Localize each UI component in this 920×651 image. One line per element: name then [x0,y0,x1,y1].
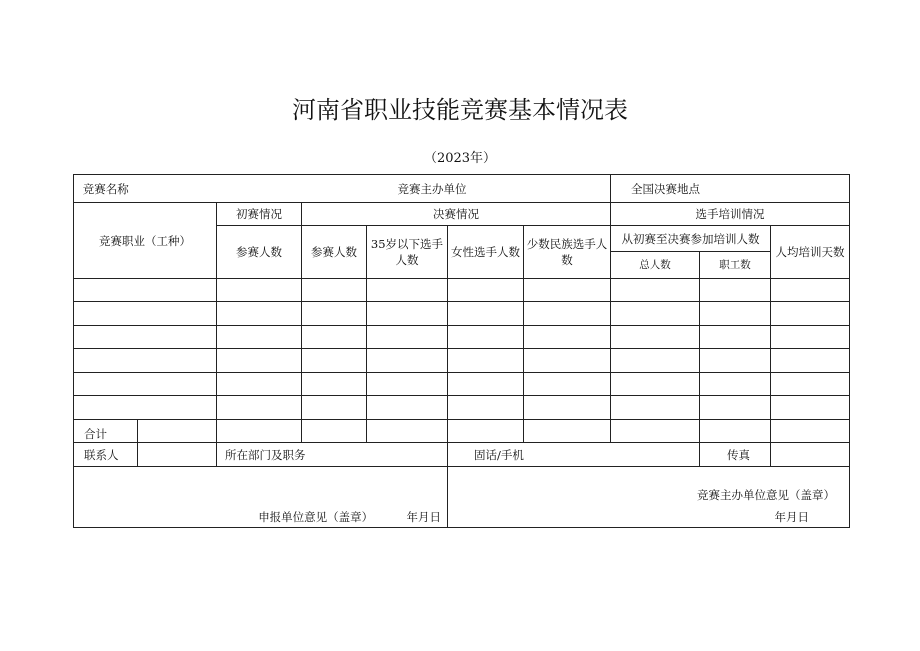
avg-days-header: 人均培训天数 [771,226,850,279]
data-cell[interactable] [611,302,700,326]
under35-header: 35岁以下选手人数 [367,226,448,279]
data-cell[interactable] [524,326,611,349]
total-cell[interactable] [217,420,302,443]
data-cell[interactable] [367,326,448,349]
table-row [74,349,850,373]
competition-name-label: 竞赛名称 [74,175,138,203]
data-cell[interactable] [611,326,700,349]
organizer-date-label: 年月日 [774,510,810,524]
data-cell[interactable] [217,396,302,420]
data-cell[interactable] [448,396,524,420]
data-cell[interactable] [448,349,524,373]
occupation-cell[interactable] [74,396,217,420]
final-venue-label: 全国决赛地点 [611,175,850,203]
data-cell[interactable] [217,349,302,373]
organizer-opinion-label: 竞赛主办单位意见（盖章） [697,488,836,502]
table-row [74,373,850,396]
data-cell[interactable] [302,349,367,373]
female-header: 女性选手人数 [448,226,524,279]
total-cell[interactable] [524,420,611,443]
occupation-cell[interactable] [74,302,217,326]
data-cell[interactable] [217,326,302,349]
data-cell[interactable] [448,302,524,326]
training-header: 选手培训情况 [611,203,850,226]
total-header: 总人数 [611,252,700,279]
staff-header: 职工数 [700,252,771,279]
data-cell[interactable] [524,302,611,326]
data-cell[interactable] [302,279,367,302]
data-cell[interactable] [524,373,611,396]
dept-label: 所在部门及职务 [217,443,448,467]
occupation-cell[interactable] [74,279,217,302]
data-cell[interactable] [448,373,524,396]
total-cell[interactable] [367,420,448,443]
data-cell[interactable] [448,279,524,302]
year-label: （2023年） [423,151,497,166]
data-cell[interactable] [700,396,771,420]
data-cell[interactable] [367,279,448,302]
data-cell[interactable] [217,373,302,396]
trained-count-header: 从初赛至决赛参加培训人数 [611,226,771,252]
fax-field[interactable] [771,443,850,467]
competition-info-table [73,174,850,528]
data-cell[interactable] [302,396,367,420]
signature-row [74,467,850,528]
total-cell[interactable] [448,420,524,443]
data-cell[interactable] [611,373,700,396]
total-cell[interactable] [611,420,700,443]
applicant-opinion-cell[interactable] [74,467,448,528]
total-row [74,420,850,443]
prelim-header: 初赛情况 [217,203,302,226]
data-cell[interactable] [611,279,700,302]
data-cell[interactable] [302,326,367,349]
occupation-cell[interactable] [74,349,217,373]
total-cell[interactable] [700,420,771,443]
data-cell[interactable] [700,302,771,326]
occupation-cell[interactable] [74,373,217,396]
applicant-date-label: 年月日 [406,510,441,524]
data-cell[interactable] [771,302,850,326]
prelim-count-header: 参赛人数 [217,226,302,279]
data-cell[interactable] [771,279,850,302]
total-cell[interactable] [138,420,217,443]
data-cell[interactable] [217,302,302,326]
data-cell[interactable] [524,349,611,373]
header-row-1 [74,203,850,226]
data-cell[interactable] [367,302,448,326]
data-cell[interactable] [771,326,850,349]
data-cell[interactable] [524,396,611,420]
organizer-opinion-cell[interactable] [448,467,850,528]
data-cell[interactable] [367,373,448,396]
data-cell[interactable] [700,279,771,302]
contact-person-field[interactable] [138,443,217,467]
data-cell[interactable] [524,279,611,302]
page-title: 河南省职业技能竞赛基本情况表 [292,96,628,124]
data-cell[interactable] [700,349,771,373]
total-cell[interactable] [771,420,850,443]
fax-label: 传真 [700,443,771,467]
table-row [74,302,850,326]
data-cell[interactable] [217,279,302,302]
table-row [74,279,850,302]
contact-person-label: 联系人 [74,443,138,467]
data-cell[interactable] [367,396,448,420]
data-cell[interactable] [771,396,850,420]
final-header: 决赛情况 [302,203,611,226]
data-cell[interactable] [771,349,850,373]
contact-row [74,443,850,467]
total-label: 合计 [74,420,138,443]
applicant-opinion-text [258,509,441,525]
occupation-cell[interactable] [74,326,217,349]
data-cell[interactable] [367,349,448,373]
minority-header: 少数民族选手人数 [524,226,611,279]
competition-name-row [74,175,850,203]
applicant-opinion-label: 申报单位意见（盖章） [258,510,374,524]
phone-label: 固话/手机 [448,443,700,467]
table-row [74,326,850,349]
data-cell[interactable] [302,302,367,326]
data-cell[interactable] [700,326,771,349]
total-cell[interactable] [302,420,367,443]
data-cell[interactable] [611,349,700,373]
competition-organizer-label: 竞赛主办单位 [138,175,611,203]
data-cell[interactable] [302,373,367,396]
data-cell[interactable] [700,373,771,396]
final-count-header: 参赛人数 [302,226,367,279]
data-cell[interactable] [611,396,700,420]
data-cell[interactable] [771,373,850,396]
data-cell[interactable] [448,326,524,349]
occupation-header: 竞赛职业（工种） [74,203,217,279]
table-row [74,396,850,420]
